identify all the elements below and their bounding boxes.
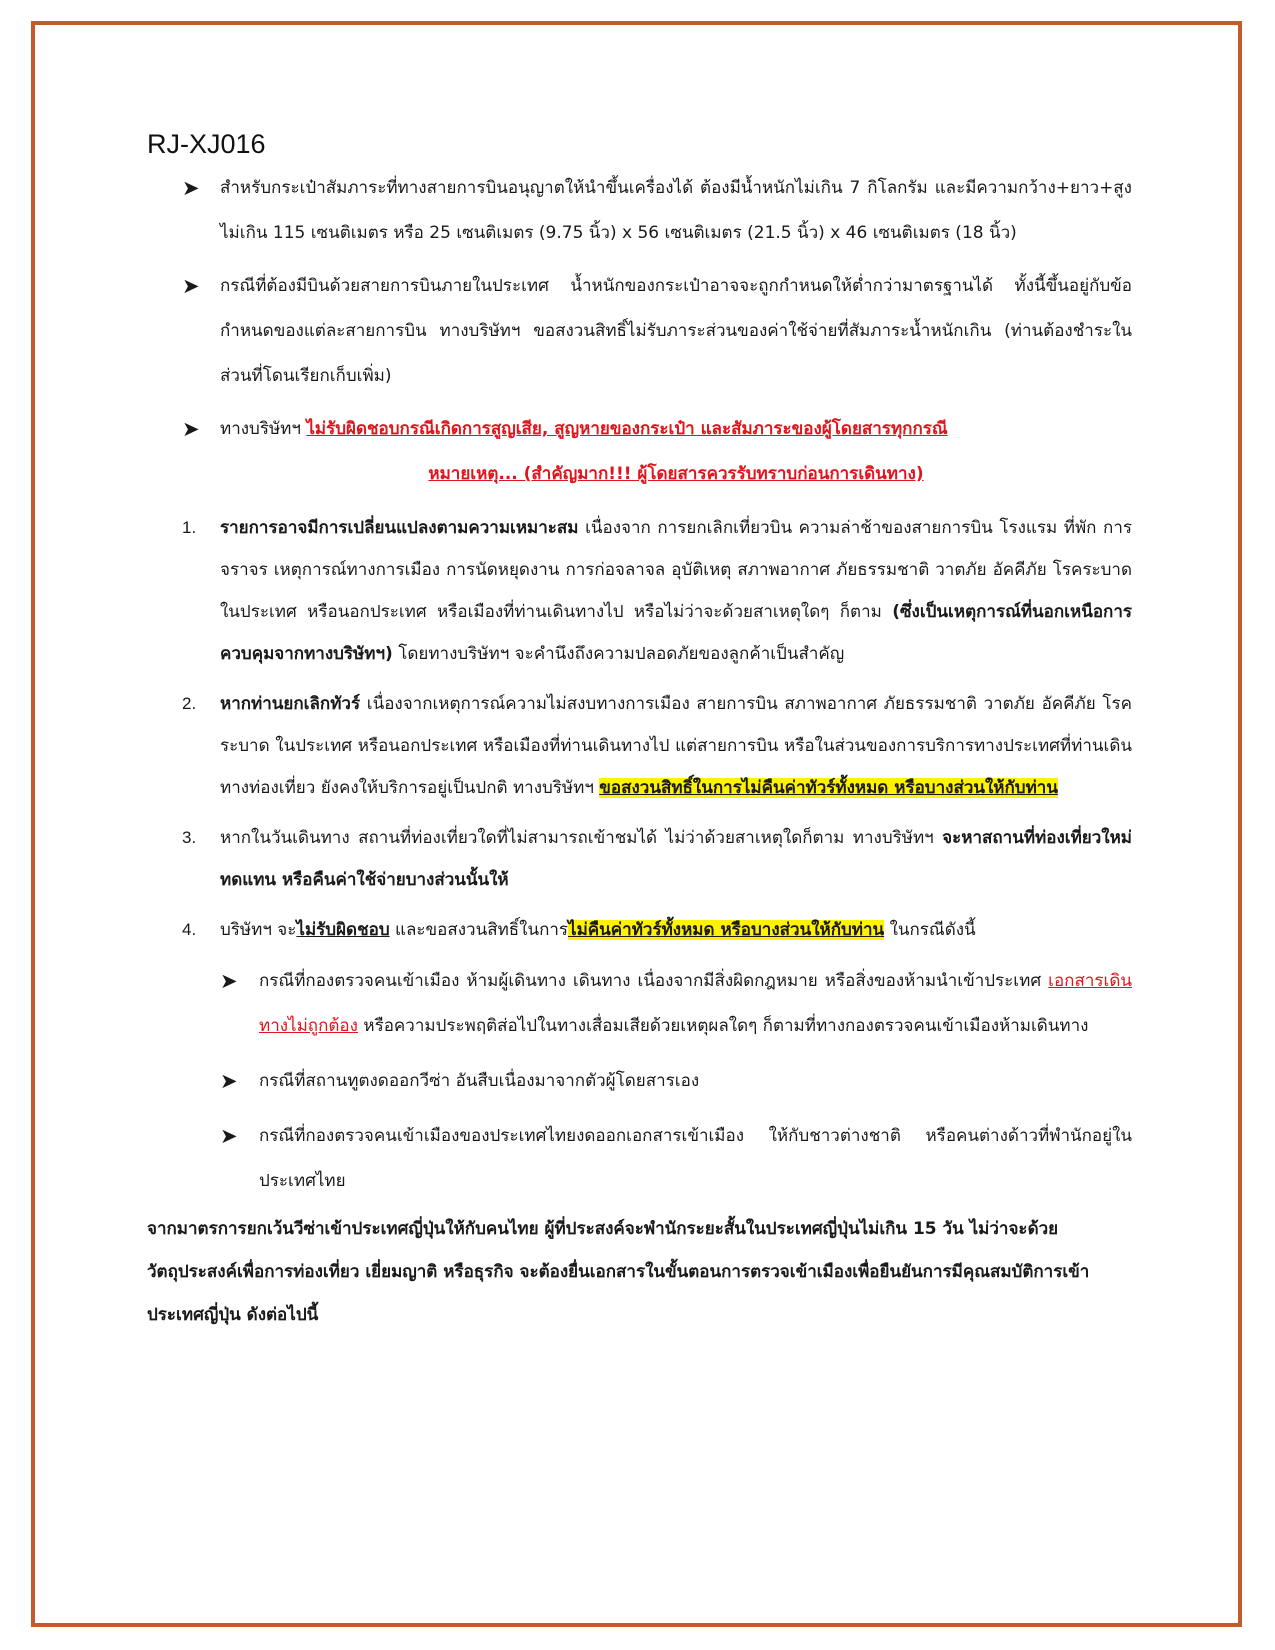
thai-immigration-text: กรณีที่กองตรวจคนเข้าเมืองของประเทศไทยงดออกเอกสารเข้าเมือง ให้กับชาวต่างชาติ หรือคนต่างด้าวที่พำนักอยู่ในประเทศไทย (259, 1126, 1132, 1191)
arrow-bullet-icon: ➤ (182, 274, 200, 298)
immigration-text: กรณีที่กองตรวจคนเข้าเมือง ห้ามผู้เดินทาง เดินทาง เนื่องจากมีสิ่งผิดกฎหมาย หรือสิ่งของห้ามนำเข้าประเทศ (259, 971, 1049, 991)
item-4-text-end: ในกรณีดังนี้ (884, 920, 976, 940)
item-2-highlight-b: ไม่คืนค่าทัวร์ทั้งหมด หรือบางส่วนให้กับท่าน (741, 778, 1058, 798)
condition-item-2 (147, 683, 1132, 809)
note-line (220, 452, 1132, 497)
immigration-bullet (147, 959, 1132, 1049)
baggage-text: สำหรับกระเป๋าสัมภาระที่ทางสายการบินอนุญาตให้นำขึ้นเครื่องได้ ต้องมีน้ำหนักไม่เกิน 7 กิโลกรัม และมีความกว้าง+ยาว+สูง ไม่เกิน 115 เซนติเมตร หรือ 25 เซนติเมตร (9.75 นิ้ว) x 56 เซนติเมตร (21.5 นิ้ว) x 46 เซนติเมตร (18 นิ้ว) (220, 178, 1132, 243)
item-2-text: เนื่องจากเหตุการณ์ความไม่สงบทางการเมือง สายการบิน สภาพอากาศ ภัยธรรมชาติ วาตภัย อัคคีภัย โรคระบาด ในประเทศ หรือนอกประเทศ หรือเมืองที่ท่านเดินทางไป แต่สายการบิน หรือในส่วนของการบริการทางประเทศที่ท่านเดินทางท่องเที่ยว ยังคงให้บริการอยู่เป็นปกติ ทางบริษัทฯ (220, 694, 1132, 798)
arrow-bullet-icon: ➤ (220, 969, 238, 993)
condition-item-3 (147, 817, 1132, 901)
liability-bullet (147, 407, 1132, 497)
baggage-bullet (147, 166, 1132, 256)
visa-exemption-paragraph: จากมาตรการยกเว้นวีซ่าเข้าประเทศญี่ปุ่นให้กับคนไทย ผู้ที่ประสงค์จะพำนักระยะสั้นในประเทศญี่ปุ่นไม่เกิน 15 วัน ไม่ว่าจะด้วยวัตถุประสงค์เพื่อการท่องเที่ยว เยี่ยมญาติ หรือธุรกิจ จะต้องยื่นเอกสารในขั้นตอนการตรวจเข้าเมืองเพื่อยืนยันการมีคุณสมบัติการเข้าประเทศญี่ปุ่น ดังต่อไปนี้ (147, 1219, 1090, 1325)
item-2-heading: หากท่านยกเลิกทัวร์ (220, 694, 361, 714)
item-4-highlight: ไม่คืนค่าทัวร์ทั้งหมด หรือบางส่วนให้กับท่าน (568, 920, 885, 940)
item-number: 4. (182, 920, 197, 939)
arrow-bullet-icon: ➤ (182, 176, 200, 200)
document-body (147, 128, 1132, 1337)
visa-text: กรณีที่สถานทูตงดออกวีซ่า อันสืบเนื่องมาจากตัวผู้โดยสารเอง (259, 1071, 700, 1091)
tour-code: RJ-XJ016 (147, 129, 266, 159)
liability-prefix: ทางบริษัทฯ (220, 419, 301, 439)
item-2-highlight-a: ขอสงวนสิทธิ์ในการ (599, 778, 742, 798)
item-1-text: เนื่องจาก การยกเลิกเที่ยวบิน ความล่าช้าของสายการบิน โรงแรม ที่พัก การจราจร เหตุการณ์ทางการเมือง การนัดหยุดงาน การก่อจลาจล อุบัติเหตุ สภาพอากาศ ภัยธรรมชาติ วาตภัย อัคคีภัย โรคระบาด ในประเทศ หรือนอกประเทศ หรือเมืองที่ท่านเดินทางไป หรือไม่ว่าจะด้วยสาเหตุใดๆ ก็ตาม (220, 518, 1132, 622)
condition-item-4 (147, 909, 1132, 951)
item-4-text-mid: และขอสงวนสิทธิ์ในการ (389, 920, 569, 940)
item-4-no-liability: ไม่รับผิดชอบ (296, 920, 390, 940)
item-3-emphasis: จะหาสถานที่ท่องเที่ยวใหม่ทดแทน หรือคืนค่าใช้จ่ายบางส่วนนั้นให้ (220, 828, 1132, 890)
invalid-documents: เอกสารเดินทางไม่ถูกต้อง (259, 971, 1132, 1036)
item-number: 1. (182, 518, 197, 537)
arrow-bullet-icon: ➤ (182, 417, 200, 441)
immigration-text-end: หรือความประพฤติส่อไปในทางเสื่อมเสียด้วยเหตุผลใดๆ ก็ตามที่ทางกองตรวจคนเข้าเมืองห้ามเดินทาง (357, 1016, 1089, 1036)
item-number: 2. (182, 694, 197, 713)
item-3-text: หากในวันเดินทาง สถานที่ท่องเที่ยวใดที่ไม่สามารถเข้าชมได้ ไม่ว่าด้วยสาเหตุใดก็ตาม ทางบริษัทฯ (220, 828, 943, 848)
item-1-text-end: โดยทางบริษัทฯ จะคำนึงถึงความปลอดภัยของลูกค้าเป็นสำคัญ (392, 644, 845, 664)
item-4-text: บริษัทฯ จะ (220, 920, 297, 940)
domestic-flight-bullet (147, 264, 1132, 399)
item-number: 3. (182, 828, 197, 847)
arrow-bullet-icon: ➤ (220, 1124, 238, 1148)
arrow-bullet-icon: ➤ (220, 1069, 238, 1093)
item-1-heading: รายการอาจมีการเปลี่ยนแปลงตามความเหมาะสม (220, 518, 579, 538)
condition-item-1 (147, 507, 1132, 675)
liability-warning: ไม่รับผิดชอบกรณีเกิดการสูญเสีย, สูญหายของกระเป๋า และสัมภาระของผู้โดยสารทุกกรณี (306, 419, 948, 439)
item-1-emphasis: (ซึ่งเป็นเหตุการณ์ที่นอกเหนือการควบคุมจากทางบริษัทฯ) (220, 602, 1132, 664)
visa-bullet (147, 1059, 1132, 1104)
thai-immigration-bullet (147, 1114, 1132, 1204)
important-note: หมายเหตุ... (สำคัญมาก!!! ผู้โดยสารควรรับทราบก่อนการเดินทาง) (428, 464, 924, 484)
domestic-flight-text: กรณีที่ต้องมีบินด้วยสายการบินภายในประเทศ น้ำหนักของกระเป๋าอาจจะถูกกำหนดให้ต่ำกว่ามาตรฐานได้ ทั้งนี้ขึ้นอยู่กับข้อกำหนดของแต่ละสายการบิน ทางบริษัทฯ ขอสงวนสิทธิ์ไม่รับภาระส่วนของค่าใช้จ่ายที่สัมภาระน้ำหนักเกิน (ท่านต้องชำระในส่วนที่โดนเรียกเก็บเพิ่ม) (220, 276, 1132, 386)
